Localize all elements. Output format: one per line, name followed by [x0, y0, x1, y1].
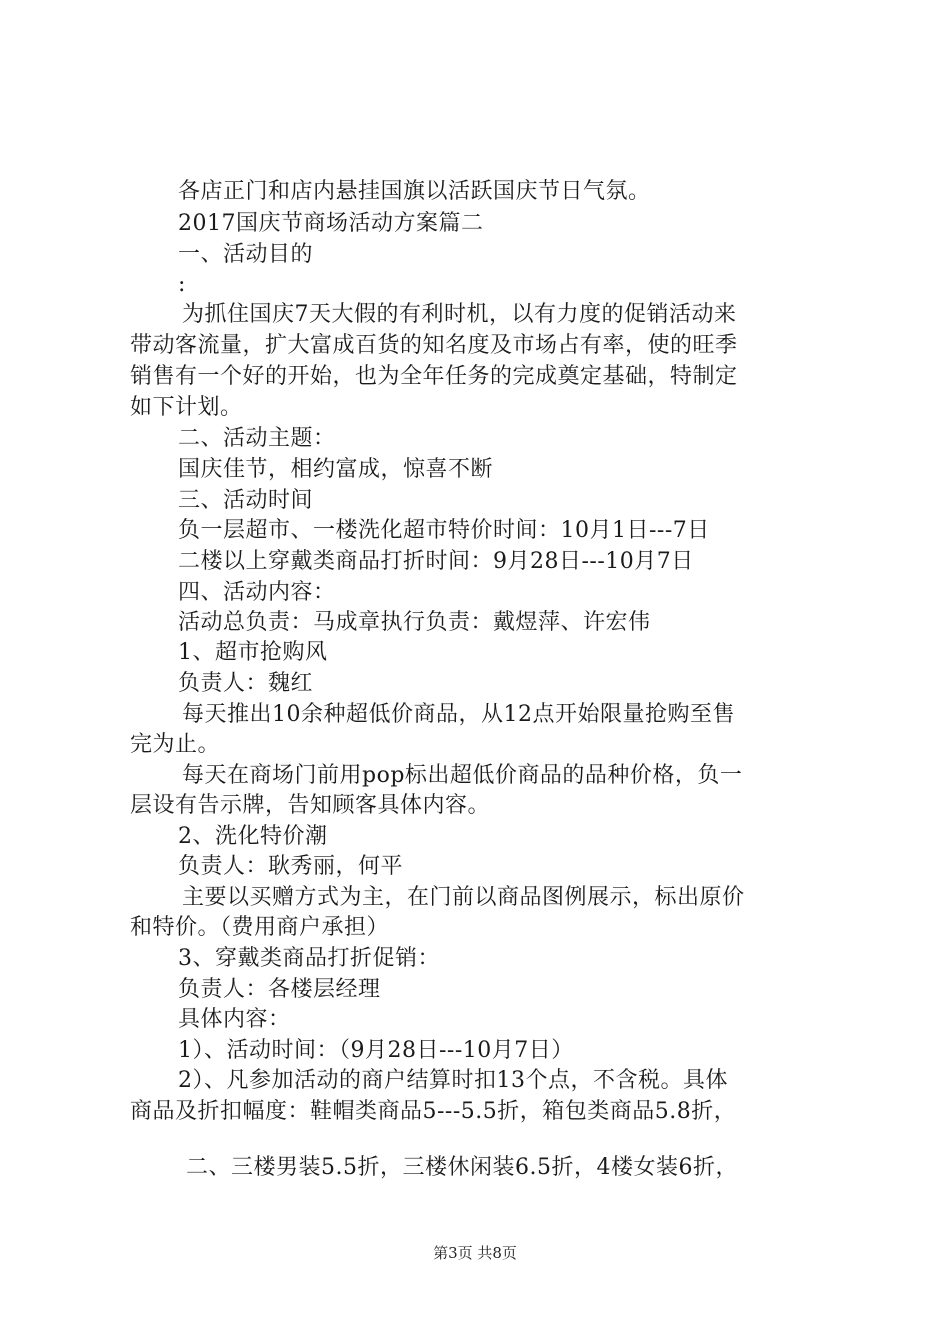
text-line: 负责人：耿秀丽，何平: [178, 854, 404, 879]
subsection-heading: 3、穿戴类商品打折促销：: [178, 946, 440, 971]
text-line: 二楼以上穿戴类商品打折时间：9月28日---10月7日: [178, 549, 694, 574]
subsection-heading: 1、超市抢购风: [178, 640, 328, 665]
text-line: 为抓住国庆7天大假的有利时机，以有力度的促销活动来: [182, 302, 737, 327]
text-line: 负一层超市、一楼洗化超市特价时间：10月1日---7日: [178, 518, 710, 543]
text-line: 1）、活动时间：（9月28日---10月7日）: [178, 1038, 574, 1063]
text-line: 销售有一个好的开始，也为全年任务的完成奠定基础，特制定: [130, 364, 738, 389]
text-line: 各店正门和店内悬挂国旗以活跃国庆节日气氛。: [178, 179, 651, 204]
text-line: 国庆佳节，相约富成，惊喜不断: [178, 457, 494, 482]
text-line: :: [178, 272, 186, 297]
text-line: 每天在商场门前用pop标出超低价商品的品种价格，负一: [182, 763, 743, 788]
text-line: 活动总负责：马成章执行负责：戴煜萍、许宏伟: [178, 610, 651, 635]
text-line: 商品及折扣幅度：鞋帽类商品5---5.5折，箱包类商品5.8折，: [130, 1099, 737, 1124]
text-line: 负责人：各楼层经理: [178, 977, 381, 1002]
text-line: 每天推出10余种超低价商品，从12点开始限量抢购至售: [182, 702, 735, 727]
text-line: 如下计划。: [130, 395, 243, 420]
subsection-heading: 2、洗化特价潮: [178, 824, 328, 849]
text-line: 带动客流量，扩大富成百货的知名度及市场占有率，使的旺季: [130, 333, 738, 358]
text-line: 具体内容：: [178, 1007, 291, 1032]
text-line: 负责人：魏红: [178, 671, 314, 696]
text-line: 完为止。: [130, 732, 221, 757]
text-line: 层设有告示牌，告知顾客具体内容。: [130, 793, 491, 818]
text-line: 2）、凡参加活动的商户结算时扣13个点，不含税。具体: [178, 1068, 728, 1093]
text-line: 主要以买赠方式为主，在门前以商品图例展示，标出原价: [182, 885, 745, 910]
section-heading: 一、活动目的: [178, 242, 314, 267]
page-number: 第3页 共8页: [433, 1244, 517, 1262]
section-heading: 二、活动主题：: [178, 426, 336, 451]
section-heading: 四、活动内容：: [178, 580, 336, 605]
section-heading: 三、活动时间: [178, 488, 314, 513]
text-line: 和特价。（费用商户承担）: [130, 915, 390, 940]
section-title: 2017国庆节商场活动方案篇二: [178, 211, 484, 236]
text-line: 二、三楼男装5.5折，三楼休闲装6.5折，4楼女装6折，: [186, 1155, 738, 1180]
